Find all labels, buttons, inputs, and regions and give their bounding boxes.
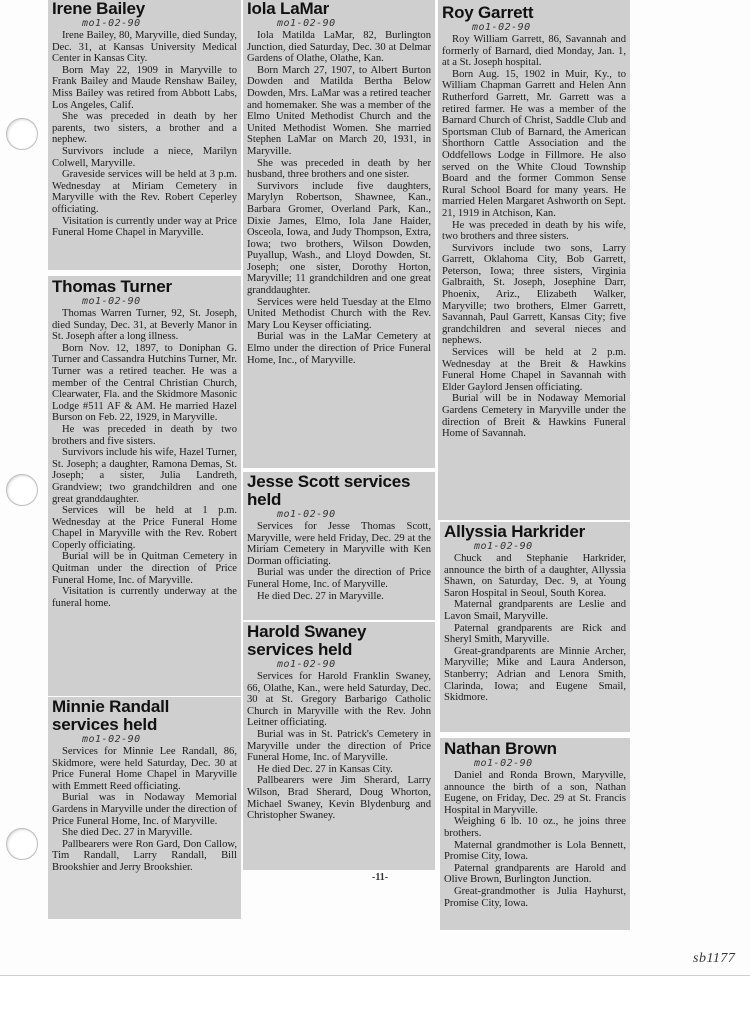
headline: Minnie Randall services held: [52, 697, 170, 734]
paragraph: Services for Harold Franklin Swaney, 66, Olathe, Kan., were held Saturday, Dec. 30 at St. Gregory Barbarigo Catholic Church in Maryville with the Rev. John Leitner officiating.: [247, 671, 431, 729]
handwritten-code: mo1-02-90: [474, 758, 533, 769]
obituary-irene-bailey: [48, 0, 241, 270]
paragraph: Visitation is currently under way at Price Funeral Home Chapel in Maryville.: [52, 215, 237, 239]
headline: Allyssia Harkrider: [444, 522, 585, 541]
punch-hole-middle: [6, 474, 38, 506]
paragraph: Maternal grandmother is Lola Bennett, Promise City, Iowa.: [444, 839, 626, 863]
headline: Harold Swaney services held: [247, 622, 367, 659]
paragraph: Services for Minnie Lee Randall, 86, Skidmore, were held Saturday, Dec. 30 at Price Funeral Home Chapel in Maryville with Emmett Reed officiating.: [52, 746, 237, 792]
obituary-thomas-turner: [48, 276, 241, 696]
handwritten-code: mo1-02-90: [277, 659, 336, 670]
punch-hole-bottom: [6, 828, 38, 860]
paragraph: Survivors include two sons, Larry Garrett, Oklahoma City, Bob Garrett, Peterson, Iowa; three sisters, Virginia Galbraith, St. Joseph, Josephine Darr, Phoenix, Ariz., Elizabeth Walker, Maryville; two brothers, Elmer Garrett, Savannah, Paul Garrett, Kansas City; five grandchildren and several nieces and nephews.: [442, 242, 626, 347]
paragraph: Born March 27, 1907, to Albert Burton Dowden and Matilda Bertha Below Dowden, Mrs. LaMar was a retired teacher and homemaker. She was a member of the Elmo United Methodist Church and the United Methodist Women. She married Stephen LaMar on March 20, 1931, in Maryville.: [247, 64, 431, 157]
punch-hole-top: [6, 118, 38, 150]
handwritten-code: mo1-02-90: [472, 22, 531, 33]
paragraph: Burial will be in Quitman Cemetery in Quitman under the direction of Price Funeral Home, Inc. of Maryville.: [52, 551, 237, 586]
paragraph: Services will be held at 2 p.m. Wednesday at the Breit & Hawkins Funeral Home Chapel in Savannah with Elder Gaylord Jensen officiating.: [442, 347, 626, 393]
handwritten-reference: sb1177: [693, 951, 736, 966]
paragraph: Maternal grandparents are Leslie and Lavon Smail, Maryville.: [444, 599, 626, 622]
paragraph: Roy William Garrett, 86, Savannah and formerly of Barnard, died Monday, Jan. 1, at a St. Joseph hospital.: [442, 34, 626, 69]
paragraph: Services will be held at 1 p.m. Wednesday at the Price Funeral Home Chapel in Maryville with the Rev. Robert Coperly officiating.: [52, 505, 237, 551]
paragraph: He died Dec. 27 in Kansas City.: [257, 763, 393, 775]
paragraph: Irene Bailey, 80, Maryville, died Sunday, Dec. 31, at Kansas University Medical Center in Kansas City.: [52, 30, 237, 65]
scan-bottom-edge: [0, 975, 750, 1034]
paragraph: Services were held Tuesday at the Elmo United Methodist Church with the Rev. Mary Lou Keyser officiating.: [247, 296, 431, 331]
headline: Roy Garrett: [442, 3, 534, 22]
paragraph: Born Nov. 12, 1897, to Doniphan G. Turner and Cassandra Hutchins Turner, Mr. Turner was a retired teacher. He was a member of the Central Christian Church, Clearwater, Fla. and the Skidmore Masonic Lodge #511 AF & AM. He married Hazel Burson on Feb. 22, 1929, in Maryville.: [52, 342, 237, 424]
paragraph: He was preceded in death by his wife, two brothers and three sisters.: [442, 219, 626, 243]
headline: Thomas Turner: [52, 277, 172, 296]
paragraph: Chuck and Stephanie Harkrider, announce the birth of a daughter, Allyssia Shawn, on Saturday, Dec. 9, at Young Saron Hospital in Seoul, South Korea.: [444, 553, 626, 599]
paragraph: Burial was in Nodaway Memorial Gardens in Maryville under the direction of Price Funeral Home, Inc. of Maryville.: [52, 792, 237, 827]
handwritten-code: mo1-02-90: [277, 509, 336, 520]
obituary-roy-garrett: [438, 0, 630, 520]
birth-nathan-brown: [440, 738, 630, 930]
headline: Iola LaMar: [247, 0, 330, 18]
paragraph: Visitation is currently underway at the funeral home.: [52, 586, 237, 609]
paragraph: Born May 22, 1909 in Maryville to Frank Bailey and Maude Renshaw Bailey, Miss Bailey was retired from Abbott Labs, Los Angeles, Calif.: [52, 64, 237, 111]
paragraph: She was preceded in death by her husband, three brothers and one sister.: [247, 157, 431, 181]
paragraph: Survivors include a niece, Marilyn Colwell, Maryville.: [52, 145, 237, 169]
paragraph: Great-grandmother is Julia Hayhurst, Promise City, Iowa.: [444, 885, 626, 909]
paragraph: She was preceded in death by her parents, two sisters, a brother and a nephew.: [52, 111, 237, 146]
paragraph: Services for Jesse Thomas Scott, Maryville, were held Friday, Dec. 29 at the Miriam Cemetery in Maryville with Ken Dorman officiating.: [247, 521, 431, 567]
paragraph: Thomas Warren Turner, 92, St. Joseph, died Sunday, Dec. 31, at Beverly Manor in St. Joseph after a long illness.: [52, 308, 237, 343]
paragraph: Graveside services will be held at 3 p.m. Wednesday at Miriam Cemetery in Maryville with the Rev. Robert Ceperley officiating.: [52, 169, 237, 215]
paragraph: Burial was under the direction of Price Funeral Home, Inc. of Maryville.: [247, 567, 431, 590]
obituary-iola-lamar: [243, 0, 435, 468]
paragraph: Pallbearers were Ron Gard, Don Callow, Tim Randall, Larry Randall, Bill Brookshier and Jerry Brookshier.: [52, 838, 237, 873]
paragraph: Born Aug. 15, 1902 in Muir, Ky., to William Chapman Garrett and Helen Ann Rutherford Garrett, Mr. Garrett was a retired farmer. He was a member of the Barnard Church of Christ, Saddle Club and Sportsman Club of Barnard, the American Shorthorn Cattle Association and the Oddfellows Lodge in Fillmore. He also served on the White Cloud Township Board and the former Common Sense Rural School Board for many years. He married Helen Margaret Ashworth on Sept. 21, 1919 in Atchison, Kan.: [442, 68, 626, 219]
paragraph: She died Dec. 27 in Maryville.: [62, 827, 193, 839]
paragraph: Survivors include his wife, Hazel Turner, St. Joseph; a daughter, Ramona Demas, St. Joseph; a sister, Julia Landreth, Grandview; two grandchildren and one great granddaughter.: [52, 447, 237, 505]
paragraph: Daniel and Ronda Brown, Maryville, announce the birth of a son, Nathan Eugene, on Friday, Dec. 29 at St. Francis Hospital in Maryville.: [444, 770, 626, 816]
paragraph: Paternal grandparents are Rick and Sheryl Smith, Maryville.: [444, 622, 626, 646]
paragraph: He died Dec. 27 in Maryville.: [257, 590, 384, 602]
obituary-jesse-scott: [243, 472, 435, 620]
paragraph: Burial was in St. Patrick's Cemetery in Maryville under the direction of Price Funeral Home, Inc. of Maryville.: [247, 728, 431, 764]
paragraph: Iola Matilda LaMar, 82, Burlington Junction, died Saturday, Dec. 30 at Delmar Gardens of Olathe, Olathe, Kan.: [247, 30, 431, 65]
paragraph: He was preceded in death by two brothers and five sisters.: [52, 423, 237, 447]
paragraph: Paternal grandparents are Harold and Olive Brown, Burlington Junction.: [444, 862, 626, 886]
handwritten-code: mo1-02-90: [82, 734, 141, 745]
paragraph: Burial will be in Nodaway Memorial Gardens Cemetery in Maryville under the direction of Breit & Hawkins Funeral Home of Savannah.: [442, 393, 626, 440]
paragraph: Weighing 6 lb. 10 oz., he joins three brothers.: [444, 816, 626, 839]
headline: Nathan Brown: [444, 739, 557, 758]
paragraph: Pallbearers were Jim Sherard, Larry Wilson, Brad Sherard, Doug Whorton, Michael Swaney, Kevin Blydenburg and Christopher Swaney.: [247, 775, 431, 822]
handwritten-code: mo1-02-90: [474, 541, 533, 552]
headline: Jesse Scott services held: [247, 472, 411, 509]
headline: Irene Bailey: [52, 0, 146, 18]
handwritten-code: mo1-02-90: [82, 296, 141, 307]
handwritten-code: mo1-02-90: [82, 18, 141, 29]
paragraph: Burial was in the LaMar Cemetery at Elmo under the direction of Price Funeral Home, Inc., of Maryville.: [247, 331, 431, 366]
birth-allyssia-harkrider: [440, 522, 630, 732]
obituary-harold-swaney: [243, 622, 435, 870]
page-number: -11-: [372, 872, 389, 883]
obituary-minnie-randall: [48, 697, 241, 919]
paragraph: Survivors include five daughters, Marylyn Robertson, Shawnee, Kan., Barbara Gromer, Overland Park, Kan., Dixie James, Elmo, Iola Jane Haider, Osceola, Iowa, and Judy Thompson, Extra, Iowa; two brothers, Wilson Dowden, Puyallup, Wash., and Lloyd Dowden, St. Joseph; one sister, Dorothy Horton, Maryville; 11 grandchildren and one great granddaughter.: [247, 180, 431, 297]
handwritten-code: mo1-02-90: [277, 18, 336, 29]
paragraph: Great-grandparents are Minnie Archer, Maryville; Mike and Laura Anderson, Stanberry; Adrian and Lenora Smith, Clarinda, Iowa; and Eugene Smail, Skidmore.: [444, 645, 626, 704]
